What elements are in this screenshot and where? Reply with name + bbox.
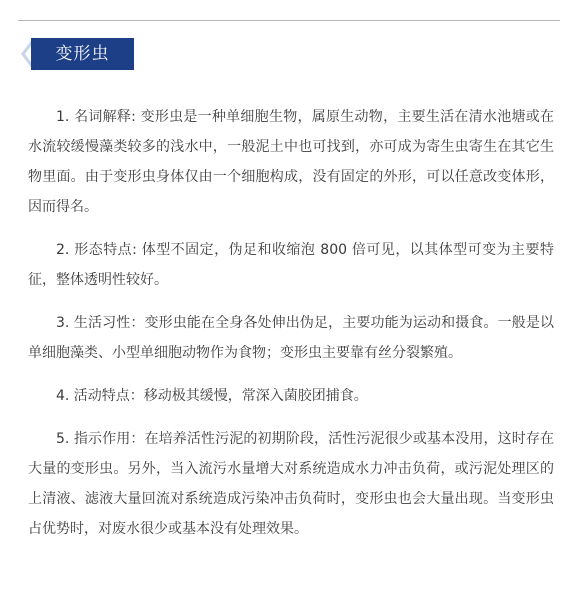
title-badge: 变形虫 [31, 38, 134, 70]
article-body [28, 102, 554, 544]
paragraph-morphology: 2. 形态特点: 体型不固定，伪足和收缩泡 800 倍可见，以其体型可变为主要特征，整体透明性较好。 [28, 242, 554, 288]
section-title [19, 34, 139, 74]
paragraph-habits: 3. 生活习性：变形虫能在全身各处伸出伪足，主要功能为运动和摄食。一般是以单细胞藻类、小型单细胞动物作为食物；变形虫主要靠有丝分裂繁殖。 [28, 315, 554, 361]
paragraph-activity: 4. 活动特点：移动极其缓慢，常深入菌胶团捕食。 [56, 388, 368, 404]
paragraph-definition: 1. 名词解释: 变形虫是一种单细胞生物，属原生动物，主要生活在清水池塘或在水流较缓慢藻类较多的浅水中，一般泥土中也可找到，亦可成为寄生虫寄生在其它生物里面。由于变形虫身体仅由一个细胞构成，没有固定的外形，可以任意改变体形，因而得名。 [28, 109, 554, 215]
paragraph-indicator: 5. 指示作用：在培养活性污泥的初期阶段，活性污泥很少或基本没用，这时存在大量的变形虫。另外，当入流污水量增大对系统造成水力冲击负荷，或污泥处理区的上清液、滤液大量回流对系统造成污染冲击负荷时，变形虫也会大量出现。当变形虫占优势时，对废水很少或基本没有处理效果。 [28, 431, 554, 537]
top-divider [18, 20, 560, 21]
